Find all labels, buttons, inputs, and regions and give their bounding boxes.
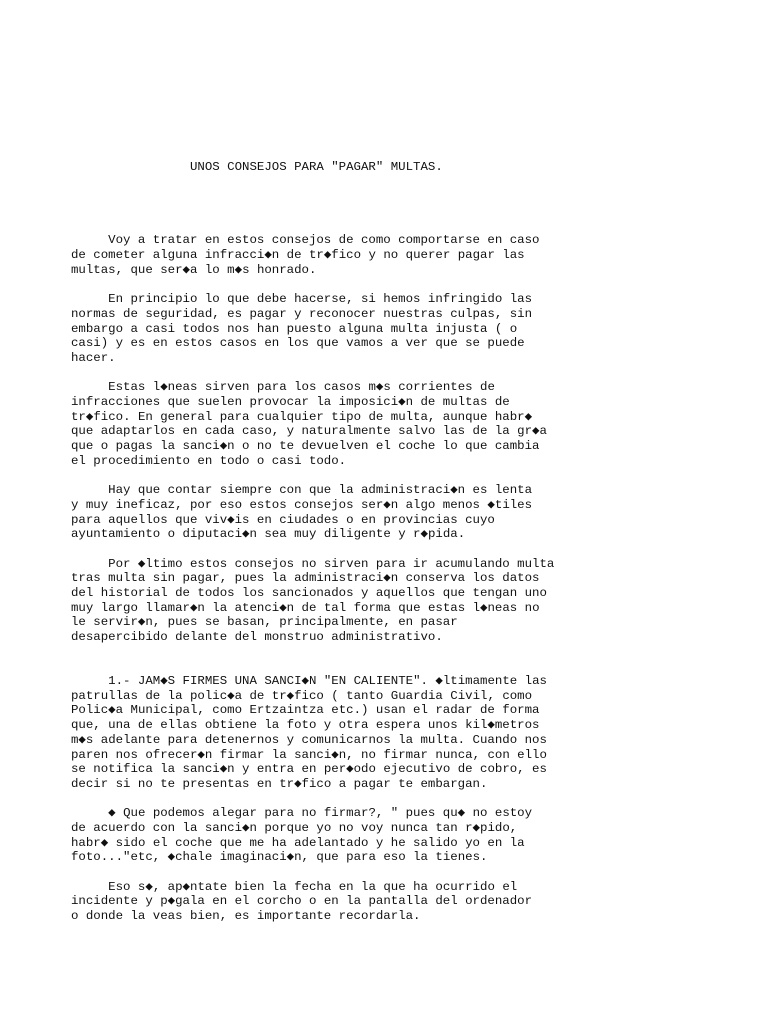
text-line: que o pagas la sanci◆n o no te devuelven el coche lo que cambia <box>71 439 540 454</box>
text-line: infracciones que suelen provocar la imposici◆n de multas de <box>71 395 510 409</box>
text-line: de acuerdo con la sanci◆n porque yo no voy nunca tan r◆pido, <box>71 820 518 835</box>
text-line: y muy ineficaz, por eso estos consejos ser◆n algo menos ◆tiles <box>71 497 533 512</box>
text-line: decir si no te presentas en tr◆fico a pagar te embargan. <box>71 776 488 791</box>
text-line: 1.- JAM◆S FIRMES UNA SANCI◆N "EN CALIENTE". ◆ltimamente las <box>71 674 547 689</box>
text-line <box>71 865 554 880</box>
text-line: tras multa sin pagar, pues la administraci◆n conserva los datos <box>71 571 540 586</box>
text-line: tr◆fico. En general para cualquier tipo de multa, aunque habr◆ <box>71 409 533 424</box>
text-line: multas, que ser◆a lo m◆s honrado. <box>71 262 317 277</box>
document-title: UNOS CONSEJOS PARA "PAGAR" MULTAS. <box>71 160 443 174</box>
text-line <box>71 189 554 204</box>
text-line <box>71 542 554 557</box>
text-line: muy largo llamar◆n la atenci◆n de tal forma que estas l◆neas no <box>71 600 540 615</box>
document-body <box>71 160 554 924</box>
text-line: habr◆ sido el coche que me ha adelantado y he salido yo en la <box>71 835 525 850</box>
text-line: embargo a casi todos nos han puesto alguna multa injusta ( o <box>71 321 518 336</box>
text-line <box>71 468 554 483</box>
text-line <box>71 659 554 674</box>
text-line <box>71 219 554 234</box>
text-line: paren nos ofrecer◆n firmar la sanci◆n, no firmar nunca, con ello <box>71 747 547 762</box>
text-line: Hay que contar siempre con que la administraci◆n es lenta <box>71 483 533 498</box>
text-line: del historial de todos los sancionados y aquellos que tengan uno <box>71 585 547 600</box>
text-line: o donde la veas bien, es importante recordarla. <box>71 909 421 924</box>
text-line: Por ◆ltimo estos consejos no sirven para ir acumulando multa <box>71 556 555 571</box>
text-line: Eso s◆, ap◆ntate bien la fecha en la que ha ocurrido el <box>71 879 518 894</box>
text-line: normas de seguridad, es pagar y reconocer nuestras culpas, sin <box>71 306 533 321</box>
text-line: incidente y p◆gala en el corcho o en la pantalla del ordenador <box>71 894 533 909</box>
text-line: Polic◆a Municipal, como Ertzaintza etc.) usan el radar de forma <box>71 703 540 718</box>
text-line <box>71 278 554 293</box>
text-line <box>71 366 554 381</box>
text-line: casi) y es en estos casos en los que vamos a ver que se puede <box>71 336 525 351</box>
text-line: se notifica la sanci◆n y entra en per◆odo ejecutivo de cobro, es <box>71 762 547 777</box>
text-line: de cometer alguna infracci◆n de tr◆fico y no querer pagar las <box>71 248 525 263</box>
text-line: foto..."etc, ◆chale imaginaci◆n, que para eso la tienes. <box>71 850 488 865</box>
text-line: Estas l◆neas sirven para los casos m◆s corrientes de <box>71 380 495 395</box>
text-line <box>71 792 554 807</box>
text-line: el procedimiento en todo o casi todo. <box>71 453 347 468</box>
text-line: que adaptarlos en cada caso, y naturalmente salvo las de la gr◆a <box>71 424 547 439</box>
text-line: le servir◆n, pues se basan, principalmente, en pasar <box>71 615 458 630</box>
text-line: que, una de ellas obtiene la foto y otra espera unos kil◆metros <box>71 718 540 733</box>
text-line: m◆s adelante para detenernos y comunicarnos la multa. Cuando nos <box>71 732 547 747</box>
text-line: Voy a tratar en estos consejos de como comportarse en caso <box>71 233 540 248</box>
text-line: hacer. <box>71 350 116 365</box>
text-line: patrullas de la polic◆a de tr◆fico ( tanto Guardia Civil, como <box>71 688 533 703</box>
text-line: desapercibido delante del monstruo administrativo. <box>71 630 443 644</box>
text-line: para aquellos que viv◆is en ciudades o en provincias cuyo <box>71 512 495 527</box>
text-line: En principio lo que debe hacerse, si hemos infringido las <box>71 292 533 307</box>
text-line <box>71 204 554 219</box>
text-line <box>71 175 554 190</box>
text-line: ◆ Que podemos alegar para no firmar?, " pues qu◆ no estoy <box>71 806 533 821</box>
text-line: ayuntamiento o diputaci◆n sea muy diligente y r◆pida. <box>71 527 466 542</box>
text-line <box>71 645 554 660</box>
